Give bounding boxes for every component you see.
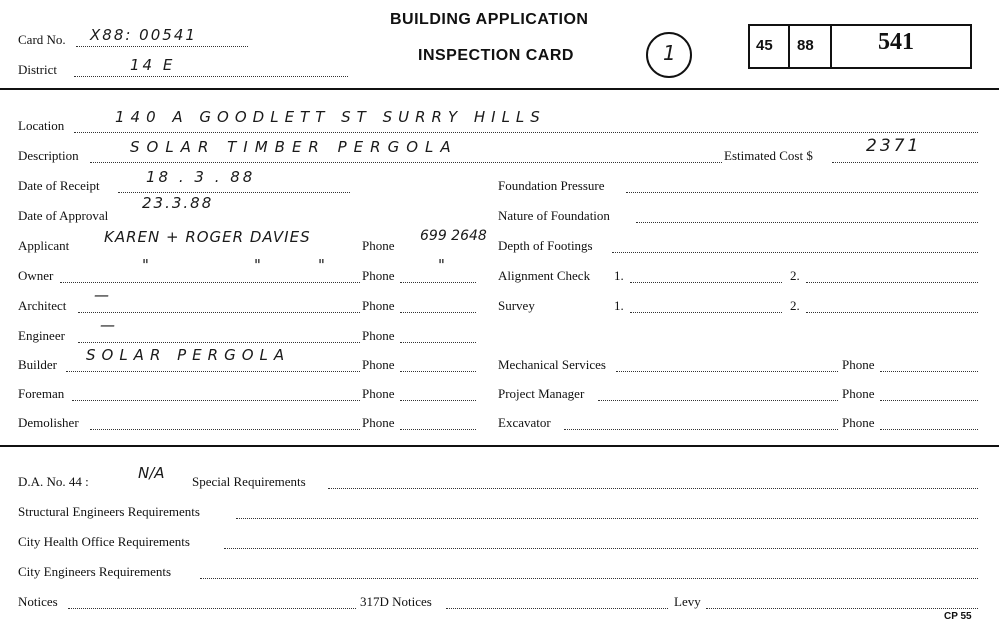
district-value: 14 E (130, 56, 176, 74)
card-no-value: X88: 00541 (90, 26, 197, 44)
architect-phone-label: Phone (362, 298, 395, 313)
structural-label: Structural Engineers Requirements (18, 504, 200, 519)
owner-ditto-2: " (254, 256, 264, 274)
nature-foundation-label: Nature of Foundation (498, 208, 610, 223)
date-approval-label: Date of Approval (18, 208, 109, 223)
notices-317d-line (446, 608, 668, 609)
nature-foundation-line (636, 222, 978, 223)
owner-phone-label: Phone (362, 268, 395, 283)
levy-label: Levy (674, 594, 701, 609)
date-receipt-label: Date of Receipt (18, 178, 100, 193)
mechanical-label: Mechanical Services (498, 357, 606, 372)
date-approval-value: 23.3.88 (142, 194, 214, 212)
foreman-phone-label: Phone (362, 386, 395, 401)
survey-1-line (630, 312, 782, 313)
date-receipt-value: 18 . 3 . 88 (146, 168, 256, 186)
foreman-line (72, 400, 360, 401)
title-line-2: INSPECTION CARD (418, 47, 574, 64)
estimated-cost-label: Estimated Cost $ (724, 148, 813, 163)
survey-label: Survey (498, 298, 535, 313)
excavator-line (564, 429, 838, 430)
engineer-line (78, 342, 360, 343)
description-label: Description (18, 148, 79, 163)
excavator-phone-line (880, 429, 978, 430)
excavator-phone-label: Phone (842, 415, 875, 430)
description-line (90, 162, 722, 163)
special-req-line (328, 488, 978, 489)
mechanical-phone-label: Phone (842, 357, 875, 372)
owner-label: Owner (18, 268, 54, 283)
applicant-value: KAREN + ROGER DAVIES (104, 228, 311, 246)
city-eng-label: City Engineers Requirements (18, 564, 172, 579)
notices-317d-label: 317D Notices (360, 594, 432, 609)
owner-line (60, 282, 360, 283)
demolisher-phone-line (400, 429, 476, 430)
ref-cell-1: 45 (756, 37, 773, 54)
builder-label: Builder (18, 357, 57, 372)
circled-number: 1 (663, 41, 676, 65)
builder-phone-label: Phone (362, 357, 395, 372)
location-value: 140 A GOODLETT ST SURRY HILLS (115, 108, 546, 126)
alignment-2-line (806, 282, 978, 283)
architect-value: — (94, 286, 112, 304)
foundation-pressure-line (626, 192, 978, 193)
foreman-phone-line (400, 400, 476, 401)
mechanical-line (616, 371, 838, 372)
card-no-line (76, 46, 248, 47)
form-code: CP 55 (944, 611, 972, 622)
special-req-label: Special Requirements (192, 474, 306, 489)
builder-value: SOLAR PERGOLA (86, 346, 291, 364)
survey-2-line (806, 312, 978, 313)
project-manager-phone-line (880, 400, 978, 401)
engineer-value: — (100, 316, 118, 334)
owner-ditto-1: " (142, 256, 152, 274)
notices-line (68, 608, 356, 609)
applicant-label: Applicant (18, 238, 70, 253)
project-manager-label: Project Manager (498, 386, 585, 401)
ref-cell-2: 88 (797, 37, 814, 54)
depth-footings-line (612, 252, 978, 253)
alignment-1-label: 1. (614, 268, 624, 283)
health-label: City Health Office Requirements (18, 534, 190, 549)
engineer-phone-line (400, 342, 476, 343)
project-manager-phone-label: Phone (842, 386, 875, 401)
notices-label: Notices (18, 594, 58, 609)
main-divider (0, 445, 999, 447)
survey-1-label: 1. (614, 298, 624, 313)
card-no-label: Card No. (18, 32, 66, 47)
levy-line (706, 608, 978, 609)
engineer-phone-label: Phone (362, 328, 395, 343)
alignment-1-line (630, 282, 782, 283)
applicant-phone-value: 699 2648 (420, 228, 487, 244)
depth-footings-label: Depth of Footings (498, 238, 593, 253)
mechanical-phone-line (880, 371, 978, 372)
location-label: Location (18, 118, 65, 133)
survey-2-label: 2. (790, 298, 800, 313)
demolisher-label: Demolisher (18, 415, 79, 430)
owner-phone-line (400, 282, 476, 283)
builder-line (66, 371, 360, 372)
structural-line (236, 518, 978, 519)
applicant-phone-label: Phone (362, 238, 395, 253)
description-value: SOLAR TIMBER PERGOLA (130, 138, 458, 156)
excavator-label: Excavator (498, 415, 551, 430)
da-no-value: N/A (138, 464, 165, 482)
architect-line (78, 312, 360, 313)
date-receipt-line (118, 192, 350, 193)
header-divider (0, 88, 999, 90)
alignment-check-label: Alignment Check (498, 268, 591, 283)
owner-phone-value: " (438, 256, 448, 274)
da-no-label: D.A. No. 44 : (18, 474, 89, 489)
ref-cell-3: 541 (878, 29, 914, 55)
demolisher-phone-label: Phone (362, 415, 395, 430)
city-eng-line (200, 578, 978, 579)
foreman-label: Foreman (18, 386, 65, 401)
location-line (74, 132, 978, 133)
title-line-1: BUILDING APPLICATION (390, 11, 589, 28)
district-line (74, 76, 348, 77)
health-line (224, 548, 978, 549)
architect-label: Architect (18, 298, 67, 313)
district-label: District (18, 62, 57, 77)
ref-divider-1 (788, 24, 790, 69)
reference-box (748, 24, 972, 69)
engineer-label: Engineer (18, 328, 65, 343)
demolisher-line (90, 429, 360, 430)
ref-divider-2 (830, 24, 832, 69)
estimated-cost-value: 2371 (866, 136, 922, 156)
architect-phone-line (400, 312, 476, 313)
project-manager-line (598, 400, 838, 401)
foundation-pressure-label: Foundation Pressure (498, 178, 605, 193)
builder-phone-line (400, 371, 476, 372)
alignment-2-label: 2. (790, 268, 800, 283)
estimated-cost-line (832, 162, 978, 163)
owner-ditto-3: " (318, 256, 328, 274)
